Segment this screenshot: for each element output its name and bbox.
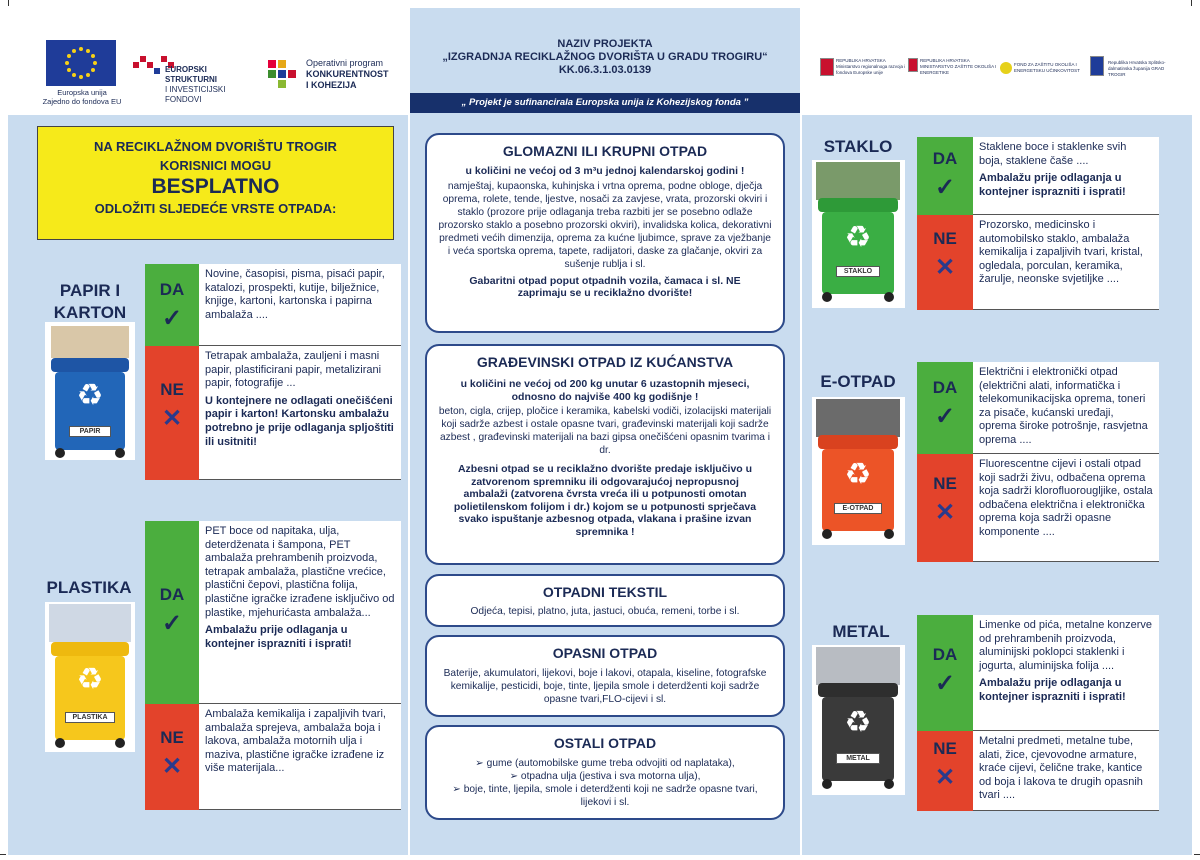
- plastic-items: [49, 604, 131, 642]
- ostali-item: ➢ otpadna ulja (jestiva i sva motorna ulja),: [509, 771, 701, 782]
- electronic-items: [816, 399, 900, 437]
- croatia-coat-icon: [908, 58, 918, 72]
- gradjevinski-box: [425, 344, 785, 565]
- project-title-line: „IZGRADNJA RECIKLAŽNOG DVORIŠTA U GRADU TROGIRU“: [442, 51, 768, 63]
- wheel: [884, 292, 894, 302]
- eotpad-da-desc: Električni i elektronički otpad (električni alati, informatička i telekomunikacijska oprema, toneri za pisače, kućanski uređaji, oprema široke potrošnje, rasvjetna oprema ....: [973, 362, 1159, 454]
- staklo-bin: [812, 160, 905, 308]
- trogir-coat-icon: [1090, 56, 1104, 76]
- bin-lid: [51, 642, 129, 656]
- metal-da-desc: [973, 615, 1159, 731]
- cross-icon: ✕: [161, 405, 183, 432]
- op-logo-icon: [268, 60, 298, 88]
- wheel: [822, 292, 832, 302]
- ne-label: NE: [160, 380, 184, 399]
- cross-icon: ✕: [934, 254, 956, 281]
- bin-lid: [818, 435, 898, 449]
- eu-caption: [32, 88, 132, 106]
- ministry-logo-text: REPUBLIKA HRVATSKA Ministarstvo regionalnoga razvoja i fondova Europske unije: [836, 58, 906, 75]
- bin-label: STAKLO: [836, 266, 880, 277]
- esif-text: [165, 65, 260, 105]
- gradjevinski-note: Azbesni otpad se u reciklažno dvorište predaje isključivo u zatvorenom spremniku ili odgovarajućoj nepropusnoj ambalaži (zatvorena čvrsta vreća ili u potpunosti omotan polietilenskom folijom i dr.) kojom se u potpunosti sprječava svako ispuštanje azbesnog otpada, vlakana i prašine izvan spremnika !: [453, 463, 757, 538]
- ostali-box: [425, 725, 785, 820]
- recycle-icon: ♻: [844, 458, 872, 491]
- wheel: [884, 779, 894, 789]
- ne-label: NE: [933, 474, 957, 493]
- check-icon: ✓: [934, 403, 956, 430]
- papir-title-line: KARTON: [53, 303, 127, 322]
- papir-ne-desc: [199, 346, 401, 480]
- croatia-coat-icon: [820, 58, 834, 76]
- da-label: DA: [932, 378, 958, 397]
- wheel: [822, 529, 832, 539]
- bin-body: [822, 449, 894, 531]
- opasni-title: OPASNI OTPAD: [552, 645, 658, 661]
- gradjevinski-body: beton, cigla, crijep, pločice i keramika, kabelski vodiči, izolacijski materijali koji sadrže azbest i ostale opasne tvari, građevinski materijali koji sadrže azbest , građevinski materijali na bazi gipsa onečišćeni opasnim tvarima i dr.: [438, 406, 772, 456]
- plastika-ne-desc: Ambalaža kemikalija i zapaljivih tvari, ambalaža sprejeva, ambalaža boja i lakova, ambalaža motornih ulja i maziva, plastične igračke izrađene iz više materijala...: [199, 704, 401, 810]
- tekstil-title: OTPADNI TEKSTIL: [542, 584, 668, 600]
- papir-title: [40, 280, 140, 324]
- papir-bin: [45, 322, 135, 460]
- op-line: Operativni program: [306, 58, 384, 68]
- bin-body: [822, 212, 894, 294]
- tekstil-box: [425, 574, 785, 627]
- da-label: DA: [932, 149, 958, 168]
- cross-icon: ✕: [934, 764, 956, 791]
- bin-lid: [818, 683, 898, 697]
- eotpad-bin: [812, 397, 905, 545]
- wheel: [822, 779, 832, 789]
- crop-mark: [1194, 854, 1200, 855]
- intro-free: BESPLATNO: [151, 175, 280, 198]
- glomazni-note: Gabaritni otpad poput otpadnih vozila, čamaca i sl. NE zaprimaju se u reciklažno dvorište!: [469, 274, 741, 299]
- da-label: DA: [159, 585, 185, 604]
- opasni-body: Baterije, akumulatori, lijekovi, boje i lakovi, otapala, kiseline, fotografske kemikalije, pesticidi, boje, tinte, ljepila smole i deterdženti koji sadrže opasne tvari,FLO-cijevi i sl.: [443, 668, 767, 705]
- ministry-env-logo-text: REPUBLIKA HRVATSKA MINISTARSTVO ZAŠTITE OKOLIŠA I ENERGETIKE: [920, 58, 997, 75]
- crop-mark: [8, 0, 9, 6]
- cross-icon: ✕: [161, 753, 183, 780]
- bin-label: PLASTIKA: [65, 712, 115, 723]
- eu-caption-line: Zajedno do fondova EU: [42, 97, 122, 106]
- fund-logo-icon: [1000, 62, 1012, 74]
- bin-body: [55, 656, 125, 740]
- opasni-box: [425, 635, 785, 717]
- da-label: DA: [159, 280, 185, 299]
- plastika-ne-tile: [145, 704, 199, 810]
- plastika-bin: [45, 602, 135, 752]
- papir-ne-note: U kontejnere ne odlagati onečišćeni papir i karton! Kartonsku ambalažu potrebno je prije odlaganja spljoštiti ili usitniti!: [205, 394, 394, 448]
- ostali-title: OSTALI OTPAD: [553, 735, 657, 751]
- gradjevinski-sub: u količini ne većoj od 200 kg unutar 6 uzastopnih mjeseci, odnosno do najviše 400 kg godišnje !: [460, 378, 750, 403]
- check-icon: ✓: [161, 610, 183, 637]
- papir-ne-tile: [145, 346, 199, 480]
- cofinancing-band: „ Projekt je sufinancirala Europska unija iz Kohezijskog fonda ”: [410, 93, 800, 113]
- wheel: [115, 448, 125, 458]
- intro-box: [37, 126, 394, 240]
- crop-mark: [0, 854, 6, 855]
- papir-da-desc: Novine, časopisi, pisma, pisaći papir, katalozi, prospekti, kutije, bilježnice, knjige, kartoni, kartonska i papirna ambalaža ....: [199, 264, 401, 346]
- metal-da-text: Limenke od pića, metalne konzerve od prehrambenih proizvoda, aluminijski poklopci staklenki i jogurta, aluminijska folija ....: [979, 619, 1153, 672]
- glass-items: [816, 162, 900, 200]
- intro-line: NA RECIKLAŽNOM DVORIŠTU TROGIR: [94, 139, 337, 154]
- glomazni-sub: u količini ne većoj od 3 m³u jednoj kalendarskoj godini !: [465, 165, 745, 177]
- glomazni-title: GLOMAZNI ILI KRUPNI OTPAD: [502, 143, 708, 159]
- cross-icon: ✕: [934, 499, 956, 526]
- glomazni-box: [425, 133, 785, 333]
- trogir-logo-text: Republika Hrvatska Splitsko-dalmatinska županija GRAD TROGIR: [1108, 60, 1166, 77]
- staklo-da-text: Staklene boce i staklenke svih boja, staklene čaše ....: [979, 141, 1127, 167]
- metal-da-tile: [917, 615, 973, 731]
- metal-da-note: Ambalažu prije odlaganja u kontejner isprazniti i isprati!: [979, 677, 1126, 703]
- plastika-title: PLASTIKA: [46, 578, 132, 597]
- papir-title-line: PAPIR I: [59, 281, 121, 300]
- ostali-item: ➢ gume (automobilske gume treba odvojiti od naplataka),: [475, 758, 735, 769]
- da-label: DA: [932, 645, 958, 664]
- bin-label: METAL: [836, 753, 880, 764]
- paper-items: [51, 326, 129, 358]
- esif-line: I INVESTICIJSKI FONDOVI: [165, 85, 226, 104]
- bin-label: PAPIR: [69, 426, 111, 437]
- eotpad-ne-tile: [917, 454, 973, 562]
- metal-ne-desc: Metalni predmeti, metalne tube, alati, žice, cjevovodne armature, kraće cijevi, čelične trake, kantice od boja i lakova te drugih opasnih tvari ....: [973, 731, 1159, 811]
- check-icon: ✓: [934, 174, 956, 201]
- project-title-line: NAZIV PROJEKTA: [557, 38, 653, 50]
- wheel: [55, 448, 65, 458]
- ostali-item: ➢ boje, tinte, ljepila, smole i deterdženti koji ne sadrže opasne tvari, lijekovi i sl.: [452, 784, 758, 808]
- tekstil-body: Odjeća, tepisi, platno, juta, jastuci, obuća, remeni, torbe i sl.: [470, 606, 740, 617]
- op-line: KONKURENTNOST: [306, 69, 389, 79]
- gradjevinski-title: GRAĐEVINSKI OTPAD IZ KUĆANSTVA: [476, 354, 734, 370]
- recycle-icon: ♻: [76, 379, 104, 412]
- staklo-da-tile: [917, 137, 973, 215]
- metal-title: METAL: [832, 622, 890, 641]
- bin-lid: [818, 198, 898, 212]
- bin-lid: [51, 358, 129, 372]
- bin-body: [822, 697, 894, 781]
- staklo-da-desc: [973, 137, 1159, 215]
- staklo-title: STAKLO: [823, 137, 893, 156]
- esif-line: EUROPSKI STRUKTURNI: [165, 65, 217, 84]
- eotpad-ne-desc: Fluorescentne cijevi i ostali otpad koji sadrži živu, odbačena oprema koja sadrži klorofluorougljike, ostala odbačena električna i elektronička oprema koja sadrži opasne komponente ....: [973, 454, 1159, 562]
- plastika-da-tile: [145, 521, 199, 704]
- project-code: KK.06.3.1.03.0139: [558, 64, 652, 76]
- op-line: I KOHEZIJA: [306, 80, 357, 90]
- wheel: [884, 529, 894, 539]
- ne-label: NE: [933, 229, 957, 248]
- eu-flag-icon: [46, 40, 116, 86]
- metal-items: [816, 647, 900, 685]
- bin-label: E-OTPAD: [834, 503, 882, 514]
- bin-body: [55, 372, 125, 450]
- papir-ne-text: Tetrapak ambalaža, zauljeni i masni papir, plastificirani papir, metalizirani papir, fotografije ...: [205, 350, 382, 390]
- metal-bin: [812, 645, 905, 795]
- recycle-icon: ♻: [844, 221, 872, 254]
- wheel: [55, 738, 65, 748]
- plastika-da-text: PET boce od napitaka, ulja, deterdženata i šampona, PET ambalaža prehrambenih proizvoda, tetrapak ambalaža, plastične vrećice, plastični čepovi, plastična folija, plastične igračke izrađene isključivo od plastike, mjehurićasta ambalaža...: [205, 525, 395, 619]
- glomazni-body: namještaj, kupaonska, kuhinjska i vrtna oprema, podne obloge, dječja oprema, rolete, tende, ljestve, nosači za zavjese, vrata, prozorski okviri i staklo (prozore prije odlaganja treba razbiti jer se posebno odlaže prozorsko staklo a posebno prozorski okviri), invalidska kolica, dekorativni predmeti većih dimenzija, oprema za kućne ljubimce, sprave za vježbanje i veća sportska oprema, tapete, radijatori, daske za glačanje, okviri za sušenje rublja i sl.: [438, 180, 772, 270]
- intro-line: KORISNICI MOGU: [159, 158, 272, 173]
- check-icon: ✓: [934, 670, 956, 697]
- papir-da-tile: [145, 264, 199, 346]
- metal-ne-tile: [917, 731, 973, 811]
- intro-line: ODLOŽITI SLJEDEĆE VRSTE OTPADA:: [94, 201, 337, 216]
- staklo-ne-tile: [917, 215, 973, 310]
- plastika-da-desc: [199, 521, 401, 704]
- eu-caption-line: Europska unija: [57, 88, 107, 97]
- wheel: [115, 738, 125, 748]
- crop-mark: [1191, 0, 1192, 6]
- recycle-icon: ♻: [76, 663, 104, 696]
- check-icon: ✓: [161, 305, 183, 332]
- staklo-ne-desc: Prozorsko, medicinsko i automobilsko staklo, ambalaža kemikalija i zapaljivih tvari, kristal, ogledala, porculan, keramika, žarulje, neonske svjetiljke ....: [973, 215, 1159, 310]
- eotpad-title: E-OTPAD: [820, 372, 896, 391]
- op-text: [306, 58, 406, 91]
- recycle-icon: ♻: [844, 706, 872, 739]
- plastika-da-note: Ambalažu prije odlaganja u kontejner isprazniti i isprati!: [205, 624, 352, 650]
- ne-label: NE: [160, 728, 184, 747]
- project-title: [410, 38, 800, 77]
- eotpad-da-tile: [917, 362, 973, 454]
- ne-label: NE: [933, 739, 957, 758]
- fund-logo-text: FOND ZA ZAŠTITU OKOLIŠA I ENERGETSKU UČINKOVITOST: [1014, 62, 1080, 73]
- staklo-da-note: Ambalažu prije odlaganja u kontejner isprazniti i isprati!: [979, 172, 1126, 198]
